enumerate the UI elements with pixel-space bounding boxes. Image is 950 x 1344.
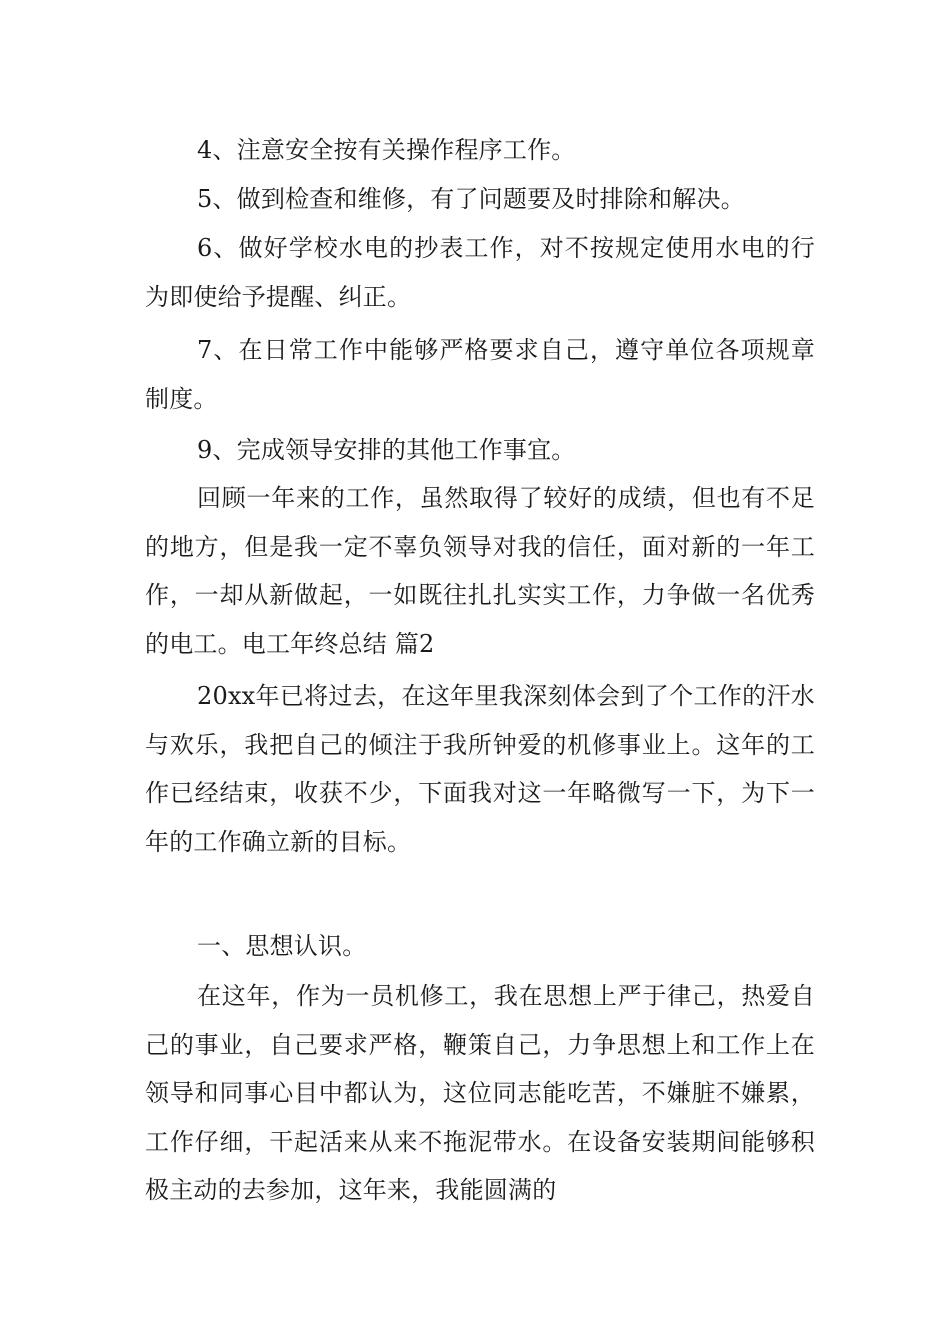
section-heading-thinking: 一、思想认识。 bbox=[197, 932, 367, 960]
paragraph-item-7: 7、在日常工作中能够严格要求自己，遵守单位各项规章制度。 bbox=[145, 336, 815, 413]
paragraph-item-9: 9、完成领导安排的其他工作事宜。 bbox=[197, 436, 576, 464]
paragraph-item-4: 4、注意安全按有关操作程序工作。 bbox=[197, 136, 576, 164]
paragraph-intro-20xx: 20xx年已将过去，在这年里我深刻体会到了个工作的汗水与欢乐，我把自己的倾注于我所钟爱的机修事业上。这年的工作已经结束，收获不少，下面我对这一年略微写一下，为下一年的工作确立新的目标。 bbox=[145, 682, 815, 856]
paragraph-item-6: 6、做好学校水电的抄表工作，对不按规定使用水电的行为即使给予提醒、纠正。 bbox=[145, 234, 815, 311]
paragraph-item-5: 5、做到检查和维修，有了问题要及时排除和解决。 bbox=[197, 185, 745, 213]
paragraph-review: 回顾一年来的工作，虽然取得了较好的成绩，但也有不足的地方，但是我一定不辜负领导对我的信任，面对新的一年工作，一却从新做起，一如既往扎扎实实工作，力争做一名优秀的电工。电工年终总结 篇2 bbox=[145, 484, 815, 658]
paragraph-thinking-body: 在这年，作为一员机修工，我在思想上严于律己，热爱自己的事业，自己要求严格，鞭策自己，力争思想上和工作上在领导和同事心目中都认为，这位同志能吃苦，不嫌脏不嫌累，工作仔细，干起活来从来不拖泥带水。在设备安装期间能够积极主动的去参加，这年来，我能圆满的 bbox=[145, 982, 815, 1205]
